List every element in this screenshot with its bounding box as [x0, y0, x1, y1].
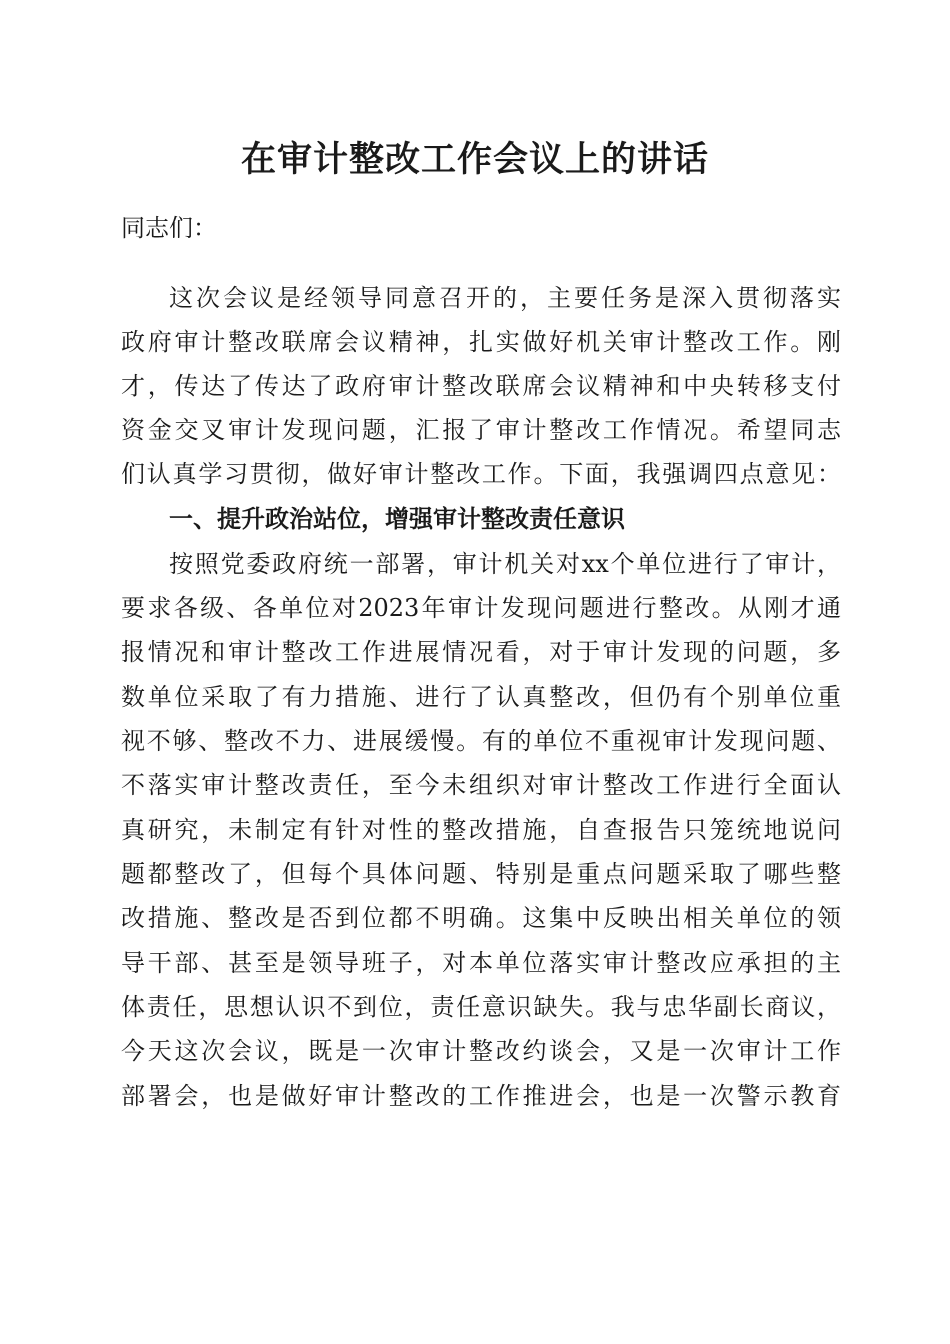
paragraph-line: 改措施、整改是否到位都不明确。这集中反映出相关单位的领: [121, 904, 841, 932]
paragraph-line: 题都整改了，但每个具体问题、特别是重点问题采取了哪些整: [121, 860, 841, 888]
paragraph-line: 们认真学习贯彻，做好审计整改工作。下面，我强调四点意见：: [121, 460, 841, 488]
document-title: 在审计整改工作会议上的讲话: [240, 139, 709, 180]
paragraph-line: 政府审计整改联席会议精神，扎实做好机关审计整改工作。刚: [121, 328, 841, 356]
paragraph-line: 报情况和审计整改工作进展情况看，对于审计发现的问题，多: [121, 638, 841, 666]
paragraph-line: 部署会，也是做好审计整改的工作推进会，也是一次警示教育: [121, 1082, 841, 1110]
paragraph-line: 这次会议是经领导同意召开的，主要任务是深入贯彻落实: [169, 284, 841, 312]
paragraph-line: 视不够、整改不力、进展缓慢。有的单位不重视审计发现问题、: [121, 727, 841, 755]
paragraph-line: 体责任，思想认识不到位，责任意识缺失。我与忠华副长商议，: [121, 993, 841, 1021]
section-heading: 一、提升政治站位，增强审计整改责任意识: [169, 505, 625, 533]
paragraph-line: 才，传达了传达了政府审计整改联席会议精神和中央转移支付: [121, 372, 841, 400]
paragraph-line: 真研究，未制定有针对性的整改措施，自查报告只笼统地说问: [121, 816, 841, 844]
paragraph-line: 今天这次会议，既是一次审计整改约谈会，又是一次审计工作: [121, 1037, 841, 1065]
salutation: 同志们：: [121, 214, 217, 242]
paragraph-line: 导干部、甚至是领导班子，对本单位落实审计整改应承担的主: [121, 949, 841, 977]
paragraph-line: 资金交叉审计发现问题，汇报了审计整改工作情况。希望同志: [121, 416, 841, 444]
paragraph-line: 不落实审计整改责任，至今未组织对审计整改工作进行全面认: [121, 771, 841, 799]
paragraph-line: 要求各级、各单位对2023年审计发现问题进行整改。从刚才通: [121, 594, 841, 622]
paragraph-line: 按照党委政府统一部署，审计机关对xx个单位进行了审计，: [169, 550, 841, 578]
paragraph-line: 数单位采取了有力措施、进行了认真整改，但仍有个别单位重: [121, 683, 841, 711]
